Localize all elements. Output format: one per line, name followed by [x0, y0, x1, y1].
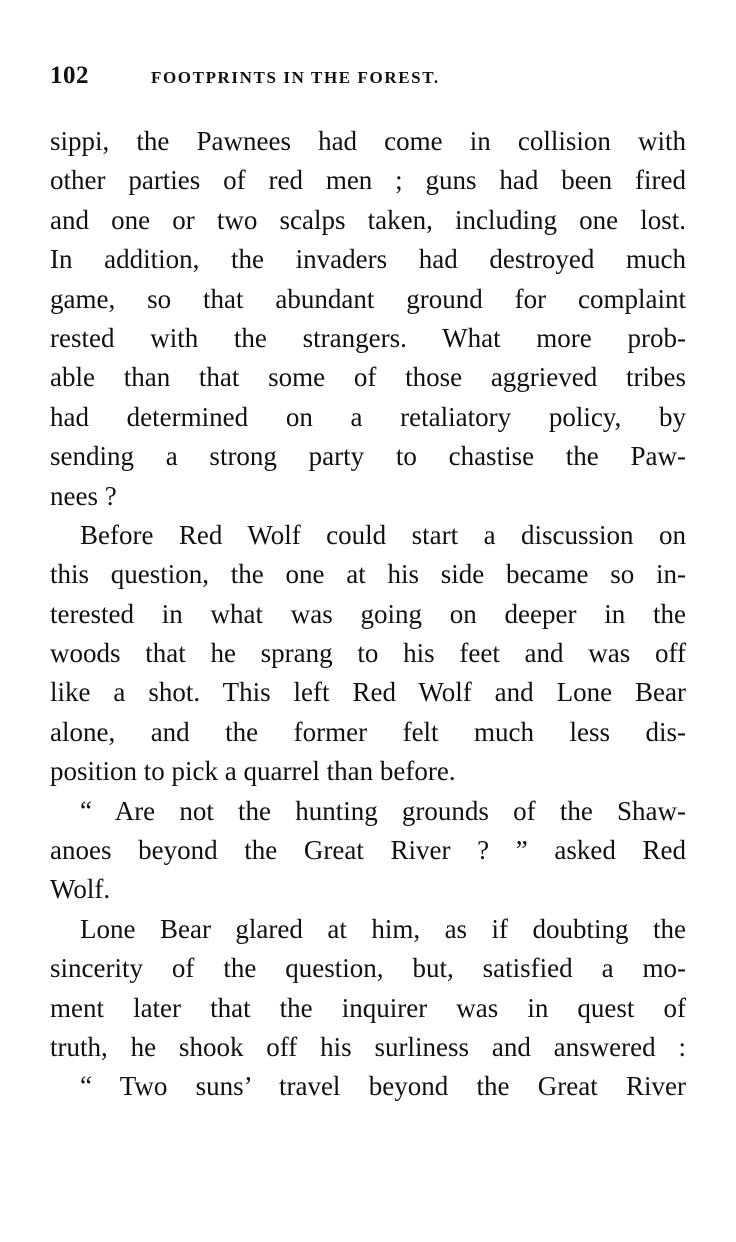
text-line: able than that some of those aggrieved tribes [50, 362, 686, 393]
text-line: woods that he sprang to his feet and was off [50, 638, 686, 669]
text-line: game, so that abundant ground for complaint [50, 283, 686, 314]
text-line: position to pick a quarrel than before. [50, 756, 456, 787]
text-line: “ Two suns’ travel beyond the Great River [80, 1071, 686, 1102]
text-line: rested with the strangers. What more prob- [50, 322, 686, 353]
text-line: and one or two scalps taken, including one lost. [50, 204, 686, 235]
text-line: nees ? [50, 480, 117, 511]
text-line: alone, and the former felt much less dis- [50, 716, 686, 747]
text-line: sending a strong party to chastise the Paw- [50, 441, 686, 472]
text-line: this question, the one at his side became so in- [50, 559, 686, 590]
text-line: had determined on a retaliatory policy, by [50, 401, 686, 432]
text-line: terested in what was going on deeper in the [50, 598, 686, 629]
text-line: In addition, the invaders had destroyed much [50, 244, 686, 275]
text-line: ment later that the inquirer was in quest of [50, 992, 686, 1023]
page-number: 102 [50, 62, 89, 89]
text-line: anoes beyond the Great River ? ” asked Red [50, 835, 686, 866]
body-text [50, 122, 686, 1107]
text-line: Before Red Wolf could start a discussion on [80, 519, 686, 550]
text-line: like a shot. This left Red Wolf and Lone Bear [50, 677, 686, 708]
text-line: sincerity of the question, but, satisfied a mo- [50, 953, 686, 984]
text-line: Lone Bear glared at him, as if doubting the [80, 913, 686, 944]
text-line: truth, he shook off his surliness and answered : [50, 1031, 686, 1062]
text-line: “ Are not the hunting grounds of the Shaw- [80, 795, 686, 826]
text-line: Wolf. [50, 874, 111, 905]
running-head: FOOTPRINTS IN THE FOREST. [151, 68, 440, 87]
text-line: sippi, the Pawnees had come in collision with [50, 126, 686, 156]
page-header [50, 62, 686, 92]
text-line: other parties of red men ; guns had been fired [50, 165, 686, 196]
